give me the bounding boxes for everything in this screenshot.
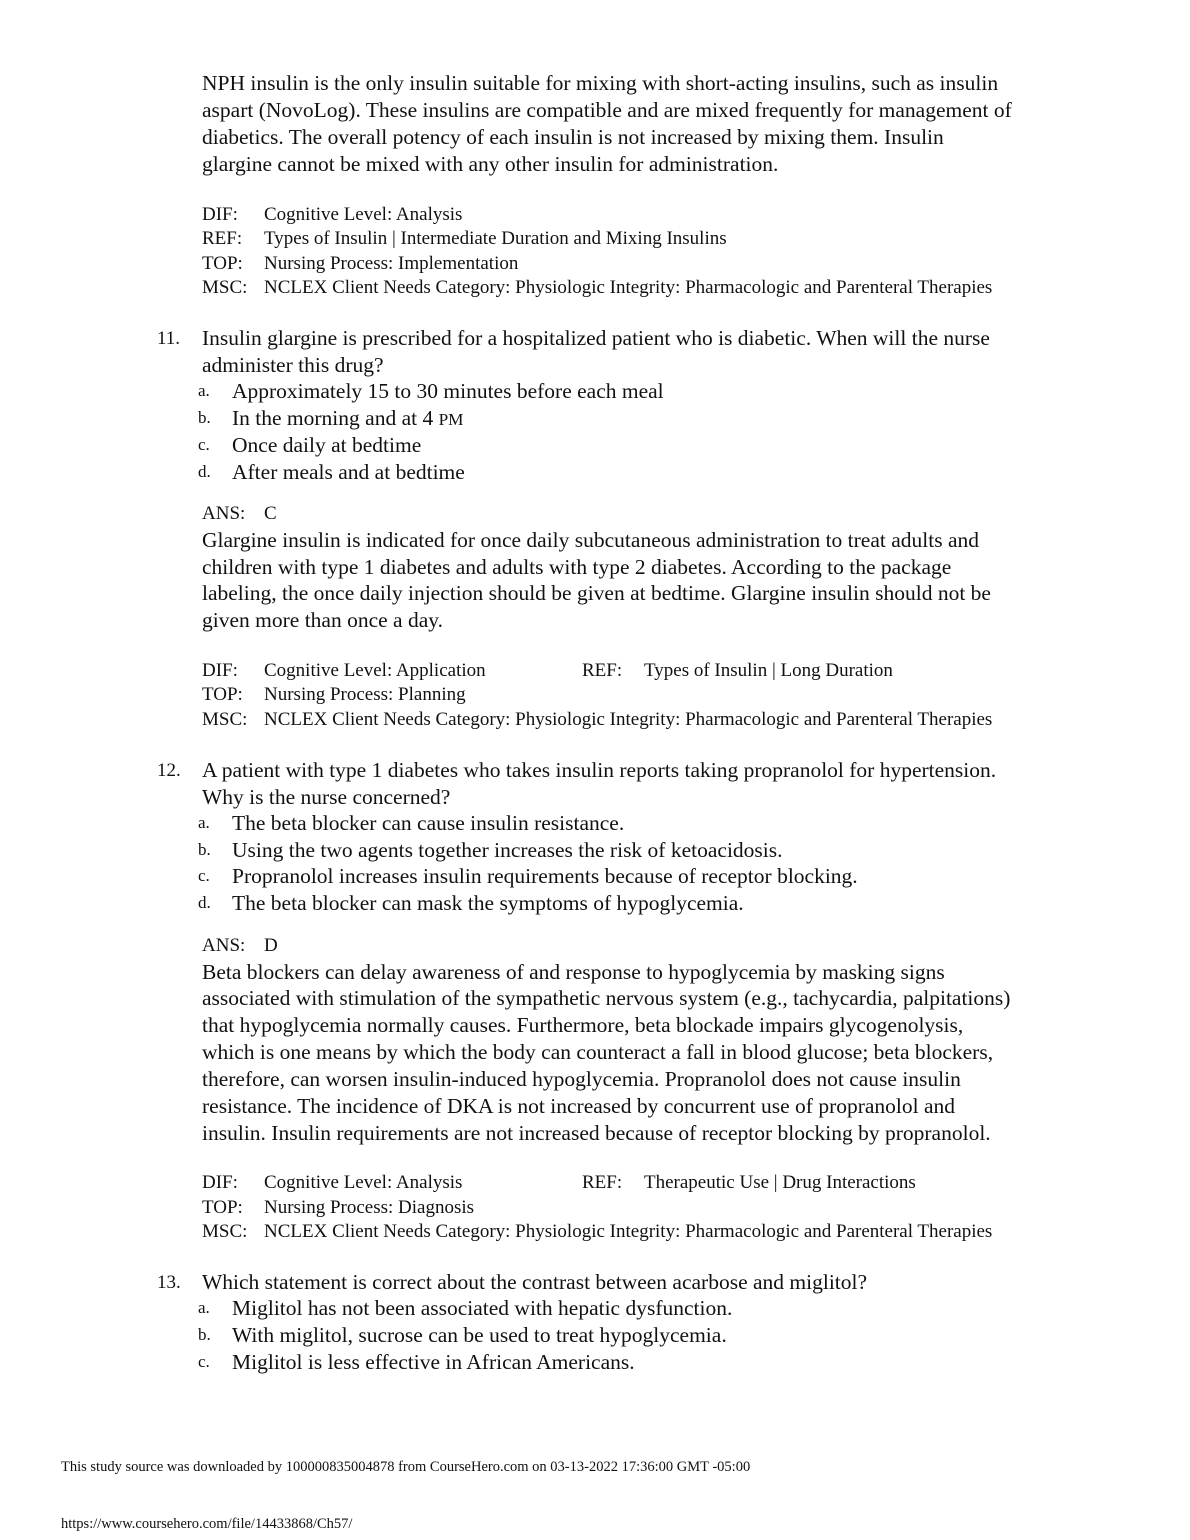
option-text[interactable]: Miglitol is less effective in African Americans.: [232, 1350, 635, 1374]
dif-row: [202, 1171, 462, 1196]
option-text[interactable]: Approximately 15 to 30 minutes before each meal: [232, 379, 664, 403]
ref-key: REF:: [202, 228, 243, 249]
option-text[interactable]: [232, 406, 463, 431]
top-row: [202, 252, 518, 277]
ref-row: [582, 1171, 916, 1196]
source-url[interactable]: https://www.coursehero.com/file/14433868/Ch57/: [61, 1516, 353, 1532]
dif-row: [202, 659, 486, 684]
top-row: [202, 1196, 474, 1221]
rationale-line: NPH insulin is the only insulin suitable for mixing with short-acting insulins, such as insulin: [202, 71, 999, 95]
question-stem: Which statement is correct about the contrast between acarbose and miglitol?: [202, 1270, 868, 1294]
option-letter: a.: [198, 1298, 210, 1317]
rationale-line: therefore, can worsen insulin-induced hypoglycemia. Propranolol does not cause insulin: [202, 1067, 961, 1091]
option-text[interactable]: The beta blocker can mask the symptoms of hypoglycemia.: [232, 891, 744, 915]
option-letter: d.: [198, 893, 211, 912]
top-value: Nursing Process: Planning: [264, 684, 466, 705]
rationale-line: Beta blockers can delay awareness of and response to hypoglycemia by masking signs: [202, 960, 945, 984]
option-text-smallcaps: PM: [438, 410, 464, 429]
rationale-line: which is one means by which the body can counteract a fall in blood glucose; beta blockers,: [202, 1040, 994, 1064]
option-letter: d.: [198, 462, 211, 481]
dif-value: Cognitive Level: Analysis: [264, 204, 463, 225]
option-letter: c.: [198, 1352, 210, 1371]
answer-key: ANS:: [202, 935, 246, 956]
msc-key: MSC:: [202, 277, 248, 298]
option-letter: b.: [198, 840, 211, 859]
question-number: 13.: [157, 1272, 181, 1293]
option-text[interactable]: Propranolol increases insulin requirements because of receptor blocking.: [232, 864, 858, 888]
dif-key: DIF:: [202, 204, 238, 225]
option-letter: b.: [198, 1325, 211, 1344]
msc-value: NCLEX Client Needs Category: Physiologic Integrity: Pharmacologic and Parenteral Therapies: [264, 277, 993, 298]
rationale-line: children with type 1 diabetes and adults with type 2 diabetes. According to the package: [202, 555, 952, 579]
download-notice: This study source was downloaded by 100000835004878 from CourseHero.com on 03-13-2022 17:36:00 GMT -05:00: [61, 1459, 751, 1475]
ref-key: REF:: [582, 660, 623, 681]
option-text[interactable]: Using the two agents together increases the risk of ketoacidosis.: [232, 838, 783, 862]
msc-value: NCLEX Client Needs Category: Physiologic Integrity: Pharmacologic and Parenteral Therapies: [264, 1221, 993, 1242]
option-letter: a.: [198, 813, 210, 832]
msc-key: MSC:: [202, 709, 248, 730]
rationale-line: aspart (NovoLog). These insulins are compatible and are mixed frequently for management of: [202, 98, 1012, 122]
ref-key: REF:: [582, 1172, 623, 1193]
dif-value: Cognitive Level: Application: [264, 660, 486, 681]
rationale-line: labeling, the once daily injection should be given at bedtime. Glargine insulin should not be: [202, 581, 991, 605]
rationale-line: glargine cannot be mixed with any other insulin for administration.: [202, 152, 779, 176]
ref-value: Types of Insulin | Intermediate Duration and Mixing Insulins: [264, 228, 727, 249]
rationale-line: Glargine insulin is indicated for once daily subcutaneous administration to treat adults and: [202, 528, 980, 552]
option-text[interactable]: After meals and at bedtime: [232, 460, 465, 484]
top-row: [202, 683, 466, 708]
option-text[interactable]: With miglitol, sucrose can be used to treat hypoglycemia.: [232, 1323, 727, 1347]
option-text[interactable]: Miglitol has not been associated with hepatic dysfunction.: [232, 1296, 733, 1320]
ref-row: [202, 227, 727, 252]
msc-value: NCLEX Client Needs Category: Physiologic Integrity: Pharmacologic and Parenteral Therapies: [264, 709, 993, 730]
option-text[interactable]: Once daily at bedtime: [232, 433, 422, 457]
option-text[interactable]: The beta blocker can cause insulin resistance.: [232, 811, 625, 835]
rationale-line: insulin. Insulin requirements are not increased because of receptor blocking by propranolol.: [202, 1121, 991, 1145]
msc-row: [202, 276, 992, 301]
dif-value: Cognitive Level: Analysis: [264, 1172, 463, 1193]
top-value: Nursing Process: Implementation: [264, 253, 519, 274]
option-letter: c.: [198, 435, 210, 454]
top-value: Nursing Process: Diagnosis: [264, 1197, 475, 1218]
question-stem: A patient with type 1 diabetes who takes insulin reports taking propranolol for hypertension.: [202, 758, 997, 782]
question-stem: Why is the nurse concerned?: [202, 785, 451, 809]
rationale-line: given more than once a day.: [202, 608, 443, 632]
answer-value: C: [264, 503, 277, 524]
question-number: 11.: [157, 328, 181, 349]
answer-row: [202, 502, 277, 527]
ref-row: [582, 659, 893, 684]
dif-row: [202, 203, 462, 228]
question-stem: Insulin glargine is prescribed for a hospitalized patient who is diabetic. When will the nurse: [202, 326, 990, 350]
answer-row: [202, 934, 278, 959]
question-stem: administer this drug?: [202, 353, 384, 377]
msc-key: MSC:: [202, 1221, 248, 1242]
top-key: TOP:: [202, 1197, 243, 1218]
answer-value: D: [264, 935, 278, 956]
rationale-line: diabetics. The overall potency of each insulin is not increased by mixing them. Insulin: [202, 125, 944, 149]
answer-key: ANS:: [202, 503, 246, 524]
option-letter: a.: [198, 381, 210, 400]
rationale-line: that hypoglycemia normally causes. Furthermore, beta blockade impairs glycogenolysis,: [202, 1013, 964, 1037]
question-number: 12.: [157, 760, 181, 781]
ref-value: Therapeutic Use | Drug Interactions: [644, 1172, 916, 1193]
top-key: TOP:: [202, 253, 243, 274]
ref-value: Types of Insulin | Long Duration: [644, 660, 893, 681]
rationale-line: resistance. The incidence of DKA is not increased by concurrent use of propranolol and: [202, 1094, 956, 1118]
msc-row: [202, 708, 992, 733]
option-letter: b.: [198, 408, 211, 427]
dif-key: DIF:: [202, 660, 238, 681]
dif-key: DIF:: [202, 1172, 238, 1193]
rationale-line: associated with stimulation of the sympathetic nervous system (e.g., tachycardia, palpitations): [202, 986, 1011, 1010]
msc-row: [202, 1220, 992, 1245]
option-text-main: In the morning and at 4: [232, 406, 434, 430]
top-key: TOP:: [202, 684, 243, 705]
option-letter: c.: [198, 866, 210, 885]
